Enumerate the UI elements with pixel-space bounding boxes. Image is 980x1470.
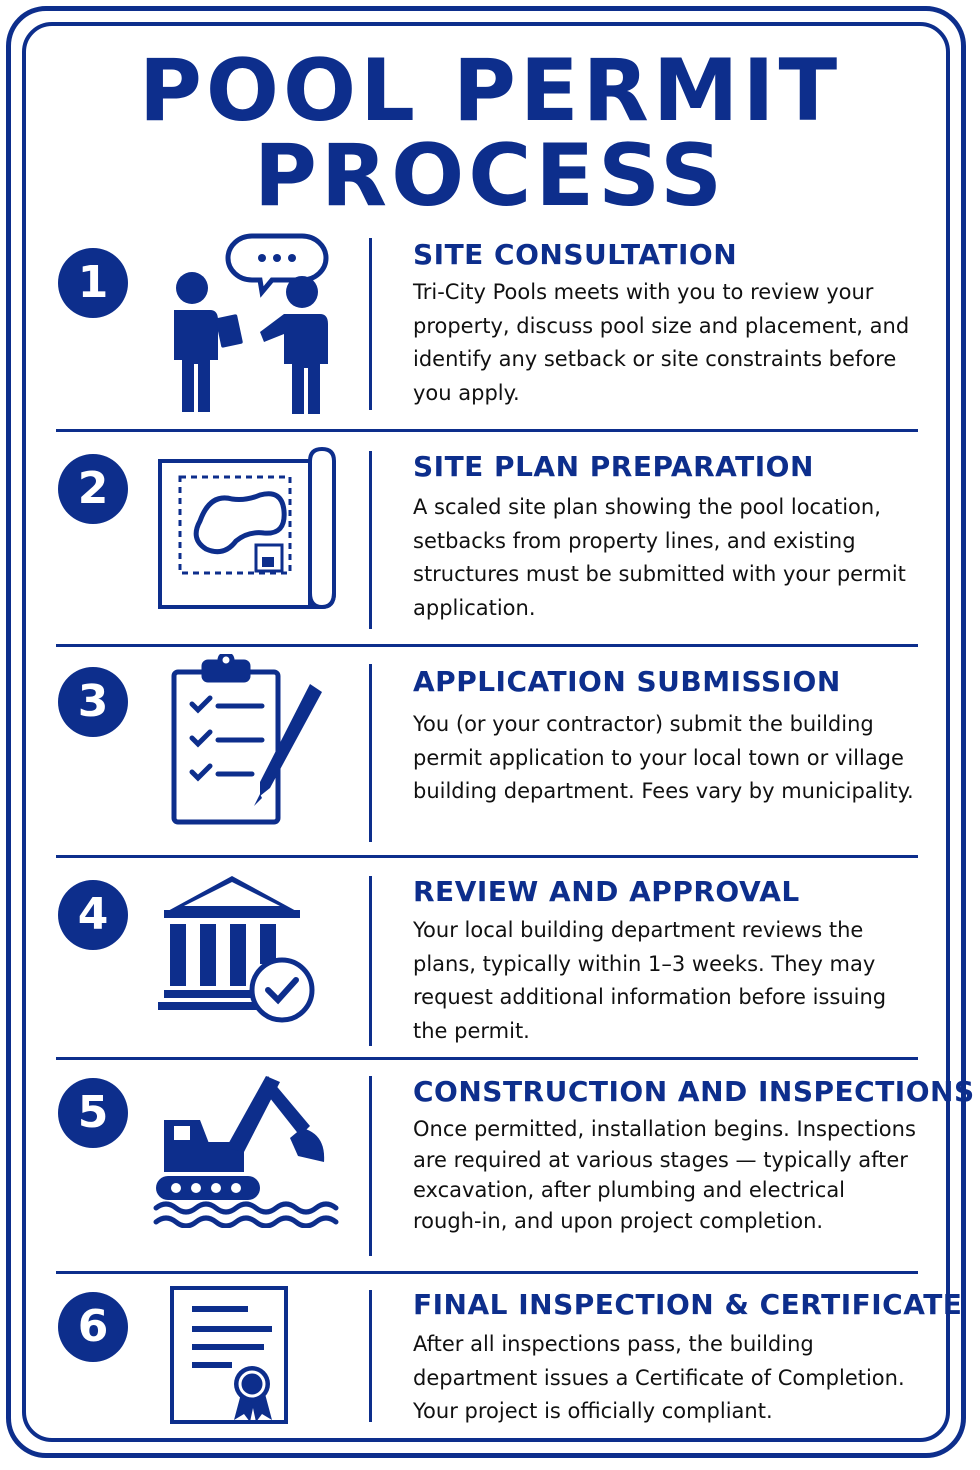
step-description: Tri-City Pools meets with you to review your property, discuss pool size and placement, and identify any setback or site constraints before you apply. (413, 280, 910, 405)
certificate-icon (152, 1286, 342, 1426)
step-description: A scaled site plan showing the pool location, setbacks from property lines, and existing structures must be submitted with your permit application. (413, 495, 906, 620)
step-title: FINAL INSPECTION & CERTIFICATE (413, 1288, 963, 1321)
step-1 (56, 230, 918, 430)
step-title: APPLICATION SUBMISSION (413, 665, 841, 698)
step-4 (56, 870, 918, 1058)
vertical-divider (369, 238, 372, 410)
step-number-badge: 3 (58, 667, 128, 737)
page-title-line-2: PROCESS (253, 126, 727, 226)
step-title: REVIEW AND APPROVAL (413, 875, 800, 908)
step-description: You (or your contractor) submit the building permit application to your local town or village building department. Fees vary by municipality. (413, 712, 914, 803)
vertical-divider (369, 1290, 372, 1422)
vertical-divider (369, 1076, 372, 1256)
step-number-badge: 2 (58, 454, 128, 524)
step-3 (56, 660, 918, 858)
step-title: CONSTRUCTION AND INSPECTIONS (413, 1075, 975, 1108)
consultation-people-icon (152, 230, 342, 420)
step-number-badge: 6 (58, 1292, 128, 1362)
blueprint-icon (152, 447, 342, 612)
step-title: SITE PLAN PREPARATION (413, 450, 814, 483)
vertical-divider (369, 451, 372, 629)
step-number-badge: 5 (58, 1078, 128, 1148)
step-description: After all inspections pass, the building department issues a Certificate of Completion. Your project is officially compliant. (413, 1332, 905, 1423)
clipboard-pen-icon (152, 654, 342, 829)
step-description: Once permitted, installation begins. Inspections are required at various stages — typically after excavation, after plumbing and electrical rough-in, and upon project completion. (413, 1117, 916, 1233)
step-6 (56, 1286, 963, 1436)
section-divider (56, 855, 918, 858)
step-2 (56, 445, 918, 645)
excavator-icon (152, 1068, 342, 1228)
section-divider (56, 1057, 918, 1060)
section-divider (56, 1271, 918, 1274)
step-5 (56, 1072, 975, 1272)
step-description: Your local building department reviews the plans, typically within 1–3 weeks. They may request additional information before issuing the permit. (413, 918, 887, 1043)
government-building-check-icon (152, 872, 342, 1027)
section-divider (56, 644, 918, 647)
vertical-divider (369, 664, 372, 842)
step-number-badge: 4 (58, 880, 128, 950)
vertical-divider (369, 876, 372, 1046)
section-divider (56, 429, 918, 432)
step-number-badge: 1 (58, 248, 128, 318)
step-title: SITE CONSULTATION (413, 238, 738, 271)
page-title-line-1: POOL PERMIT (138, 41, 842, 141)
